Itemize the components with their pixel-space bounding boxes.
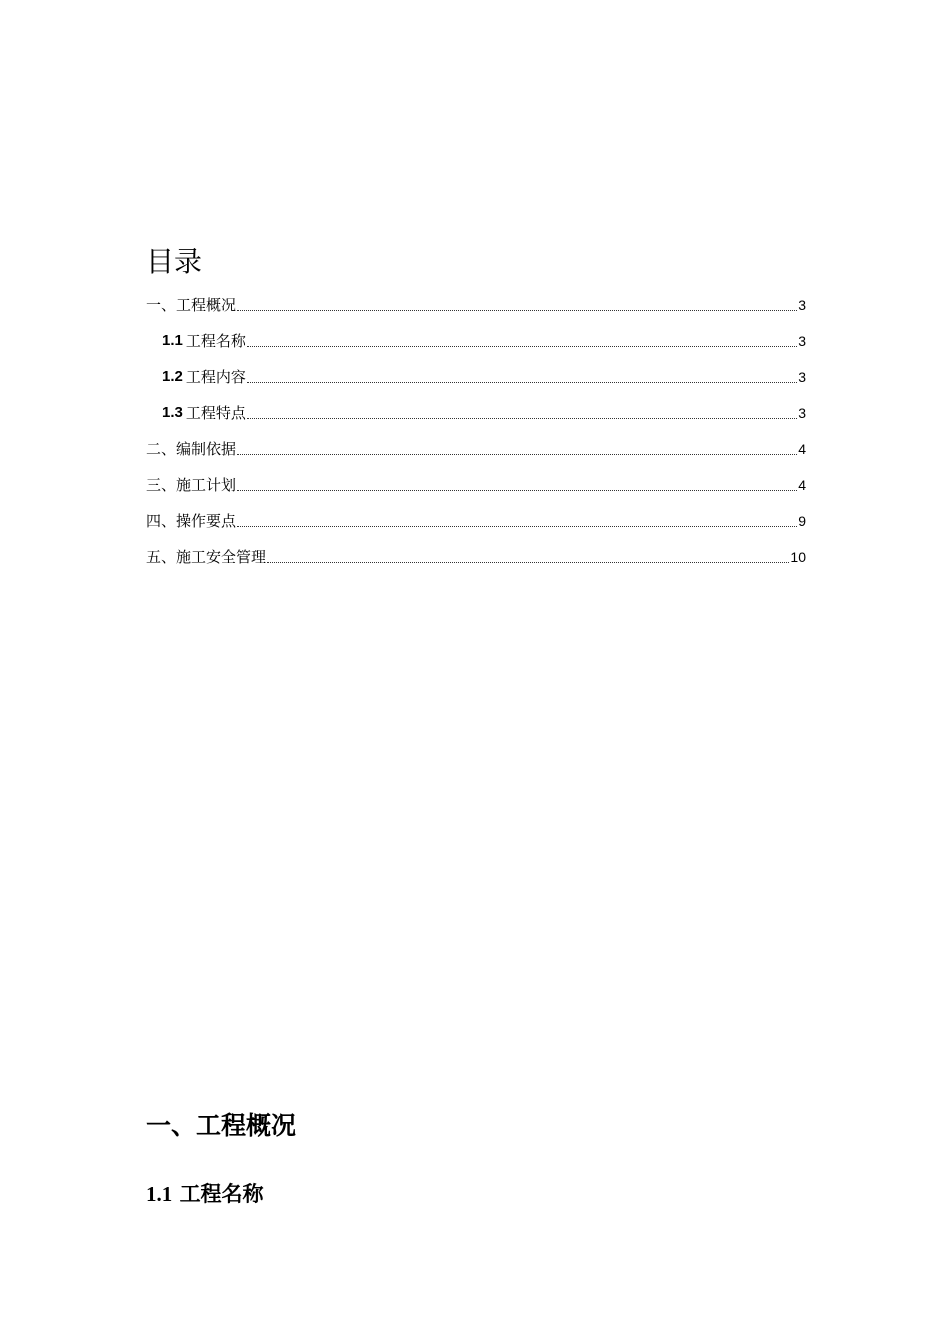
toc-page-number: 3	[798, 297, 806, 313]
toc-entry-label: 二、编制依据	[146, 440, 237, 458]
toc-entry-plan[interactable]	[146, 467, 806, 503]
toc-page-number: 9	[798, 513, 806, 529]
toc-dot-leader	[247, 381, 797, 383]
toc-page-number: 4	[798, 477, 806, 493]
toc-page-number: 3	[798, 405, 806, 421]
subsection-title: 工程名称	[179, 1181, 264, 1206]
toc-entry-label: 工程特点	[185, 404, 246, 422]
toc-entry-label: 工程内容	[185, 368, 246, 386]
toc-entry-label: 五、施工安全管理	[146, 548, 267, 566]
toc-dot-leader	[247, 345, 797, 347]
toc-entry-basis[interactable]	[146, 431, 806, 467]
toc-dot-leader	[267, 561, 789, 563]
toc-page-number: 4	[798, 441, 806, 457]
subsection-heading	[146, 1178, 264, 1210]
toc-entry-label: 一、工程概况	[146, 296, 237, 314]
toc-entry-label: 三、施工计划	[146, 476, 237, 494]
toc-entry-project-features[interactable]	[146, 395, 806, 431]
toc-entry-label: 工程名称	[185, 332, 246, 350]
toc-page-number: 3	[798, 333, 806, 349]
toc-entry-number: 1.3	[162, 404, 183, 421]
toc-entry-project-content[interactable]	[146, 359, 806, 395]
toc-dot-leader	[237, 525, 797, 527]
toc-entry-safety[interactable]	[146, 539, 806, 575]
toc-dot-leader	[247, 417, 797, 419]
toc-entry-project-name[interactable]	[146, 323, 806, 359]
toc-title: 目录	[146, 245, 203, 278]
table-of-contents	[146, 287, 806, 575]
toc-entry-number: 1.2	[162, 368, 183, 385]
toc-page-number: 3	[798, 369, 806, 385]
toc-dot-leader	[237, 489, 797, 491]
toc-entry-number: 1.1	[162, 332, 183, 349]
section-heading: 一、工程概况	[146, 1111, 297, 1140]
toc-entry-label: 四、操作要点	[146, 512, 237, 530]
subsection-number: 1.1	[146, 1182, 173, 1206]
toc-entry-overview[interactable]	[146, 287, 806, 323]
toc-page-number: 10	[790, 549, 806, 565]
toc-entry-key-points[interactable]	[146, 503, 806, 539]
toc-dot-leader	[237, 453, 797, 455]
toc-dot-leader	[237, 309, 797, 311]
